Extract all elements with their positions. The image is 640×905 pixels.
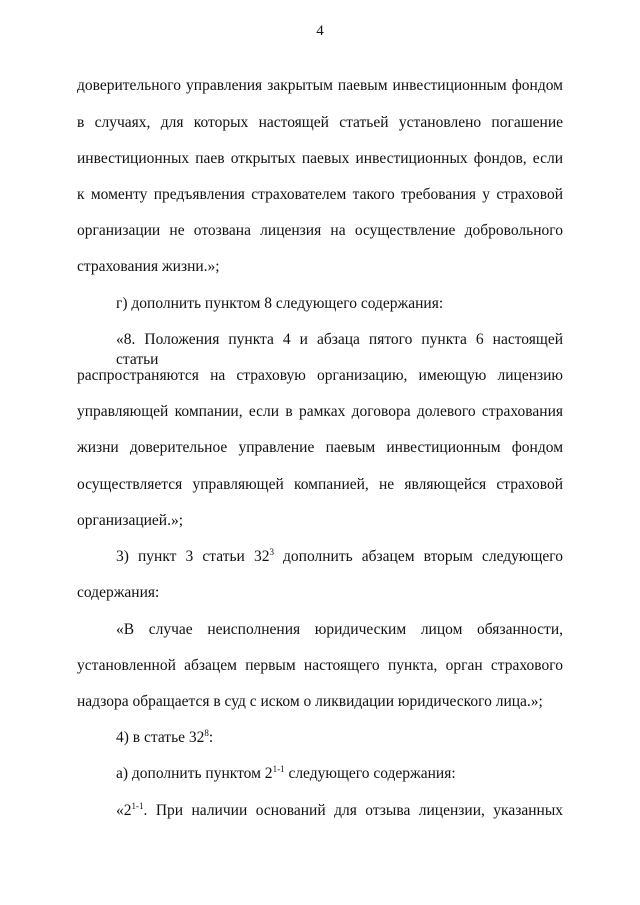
superscript: 8	[204, 728, 209, 738]
text-line: осуществляется управляющей компанией, не являющейся страховой	[77, 476, 563, 493]
text-run: 4) в статье 32	[116, 729, 205, 746]
text-line: организацией.»;	[77, 512, 184, 529]
text-line: жизни доверительное управление паевым инвестиционным фондом	[77, 439, 563, 456]
text-line: г) дополнить пунктом 8 следующего содержания:	[116, 295, 444, 312]
text-line: доверительного управления закрытым паевым инвестиционным фондом	[77, 77, 563, 94]
text-run: дополнить абзацем вторым следующего	[273, 548, 563, 565]
text-run: следующего содержания:	[284, 765, 456, 782]
text-line: инвестиционных паев открытых паевых инвестиционных фондов, если	[77, 150, 563, 167]
text-run: а) дополнить пунктом 2	[116, 765, 273, 782]
superscript: 3	[269, 547, 274, 557]
superscript: 1-1	[131, 801, 144, 811]
text-line: организации не отозвана лицензия на осуществление добровольного	[77, 222, 563, 239]
text-run: 3) пункт 3 статьи 32	[116, 548, 270, 565]
text-line: «8. Положения пункта 4 и абзаца пятого пункта 6 настоящей статьи	[116, 331, 563, 368]
text-line: «В случае неисполнения юридическим лицом обязанности,	[116, 621, 563, 638]
superscript: 1-1	[272, 764, 285, 774]
text-line: надзора обращается в суд с иском о ликвидации юридического лица.»;	[77, 693, 543, 710]
text-run: . При наличии оснований для отзыва лицензии, указанных	[143, 802, 563, 819]
text-line	[116, 801, 563, 821]
text-line	[116, 547, 563, 567]
page-number: 4	[316, 23, 324, 39]
text-line: распространяются на страховую организацию, имеющую лицензию	[77, 367, 563, 384]
text-run: :	[208, 729, 214, 746]
text-line: страхования жизни.»;	[77, 258, 220, 275]
text-line: содержания:	[77, 584, 160, 601]
text-run: «2	[116, 802, 132, 819]
text-line: к моменту предъявления страхователем такого требования у страховой	[77, 186, 563, 203]
text-line	[116, 764, 563, 784]
text-line: управляющей компании, если в рамках договора долевого страхования	[77, 403, 563, 420]
text-line: в случаях, для которых настоящей статьей установлено погашение	[77, 114, 563, 131]
text-line	[116, 728, 563, 748]
text-line: установленной абзацем первым настоящего пункта, орган страхового	[77, 657, 563, 674]
